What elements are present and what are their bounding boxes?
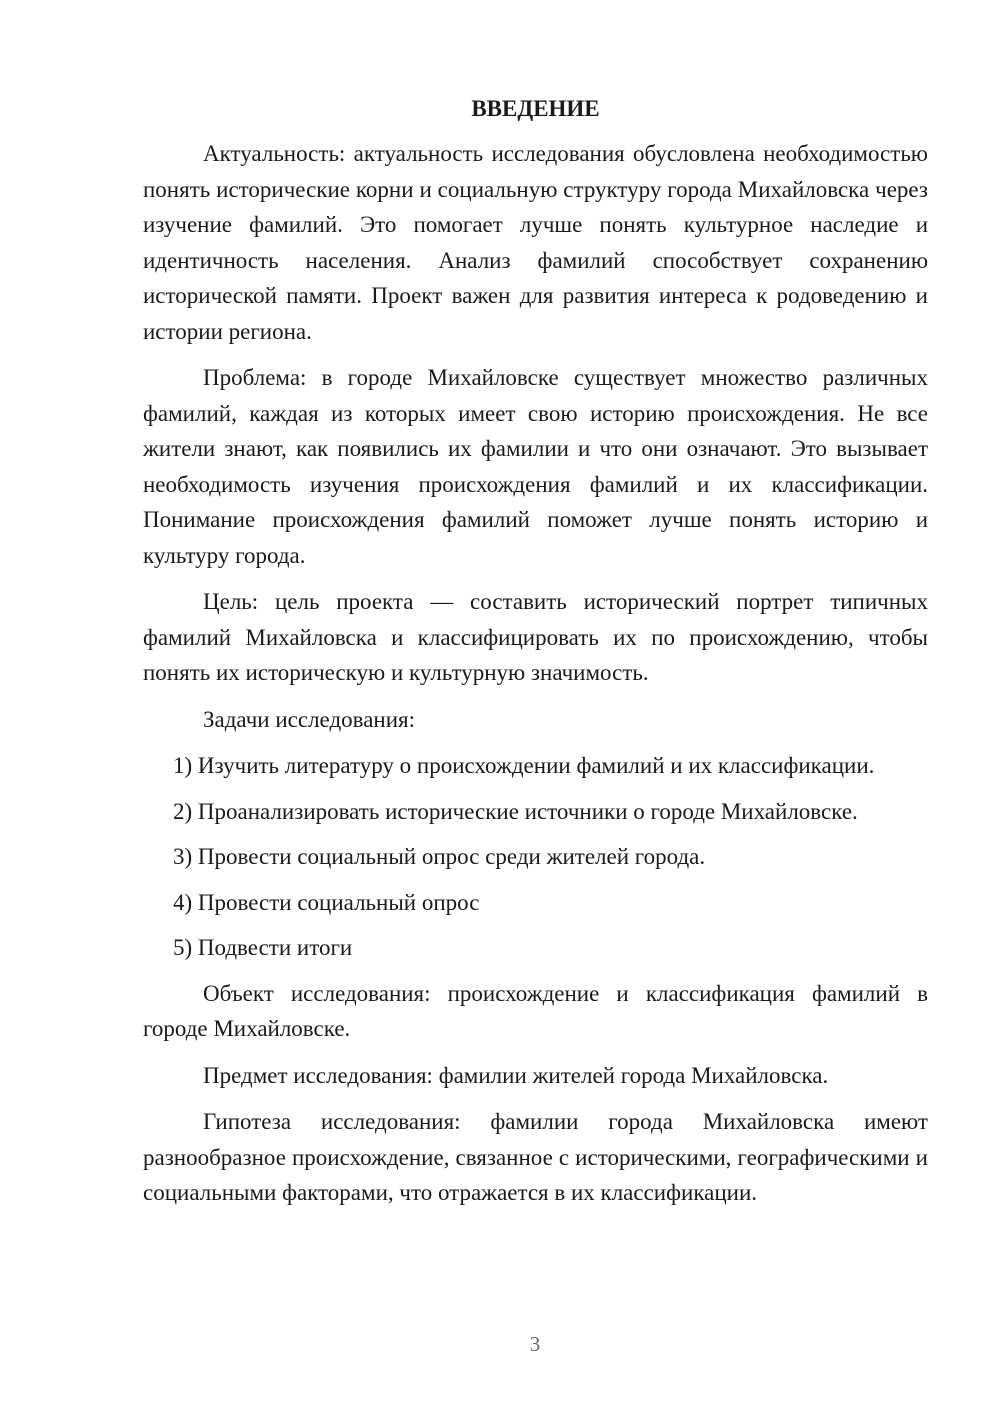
paragraph-object: Объект исследования: происхождение и классификация фамилий в городе Михайловске. [143,980,928,1041]
paragraph-relevance: Актуальность: актуальность исследования обусловлена необходимостью понять исторические корни и социальную структуру города Михайловска через изучение фамилий. Это помогает лучше понять культурное наследие и идентичность населения. Анализ фамилий способствует сохранению исторической памяти. Проект важен для развития интереса к родоведению и истории региона. [143,141,928,344]
paragraph-goal: Цель: цель проекта — составить исторический портрет типичных фамилий Михайловска и классифицировать их по происхождению, чтобы понять их историческую и культурную значимость. [143,589,928,685]
section-title: ВВЕДЕНИЕ [471,96,600,121]
task-item-1: 1) Изучить литературу о происхождении фамилий и их классификации. [173,753,875,778]
paragraph-problem: Проблема: в городе Михайловске существует множество различных фамилий, каждая из которых имеет свою историю происхождения. Не все жители знают, как появились их фамилии и что они означают. Это вызывает необходимость изучения происхождения фамилий и их классификации. Понимание происхождения фамилий поможет лучше понять историю и культуру города. [143,365,928,568]
task-item-2: 2) Проанализировать исторические источники о городе Михайловске. [173,798,858,824]
task-item-3: 3) Провести социальный опрос среди жителей города. [173,844,706,869]
paragraph-subject: Предмет исследования: фамилии жителей города Михайловска. [203,1062,829,1088]
task-item-5: 5) Подвести итоги [173,935,353,960]
page-content [143,92,928,1222]
page-number: 3 [529,1332,541,1356]
paragraph-tasks-heading: Задачи исследования: [203,706,416,732]
paragraph-hypothesis: Гипотеза исследования: фамилии города Михайловска имеют разнообразное происхождение, связанное с историческими, географическими и социальными факторами, что отражается в их классификации. [143,1109,928,1205]
task-item-4: 4) Провести социальный опрос [173,889,480,915]
